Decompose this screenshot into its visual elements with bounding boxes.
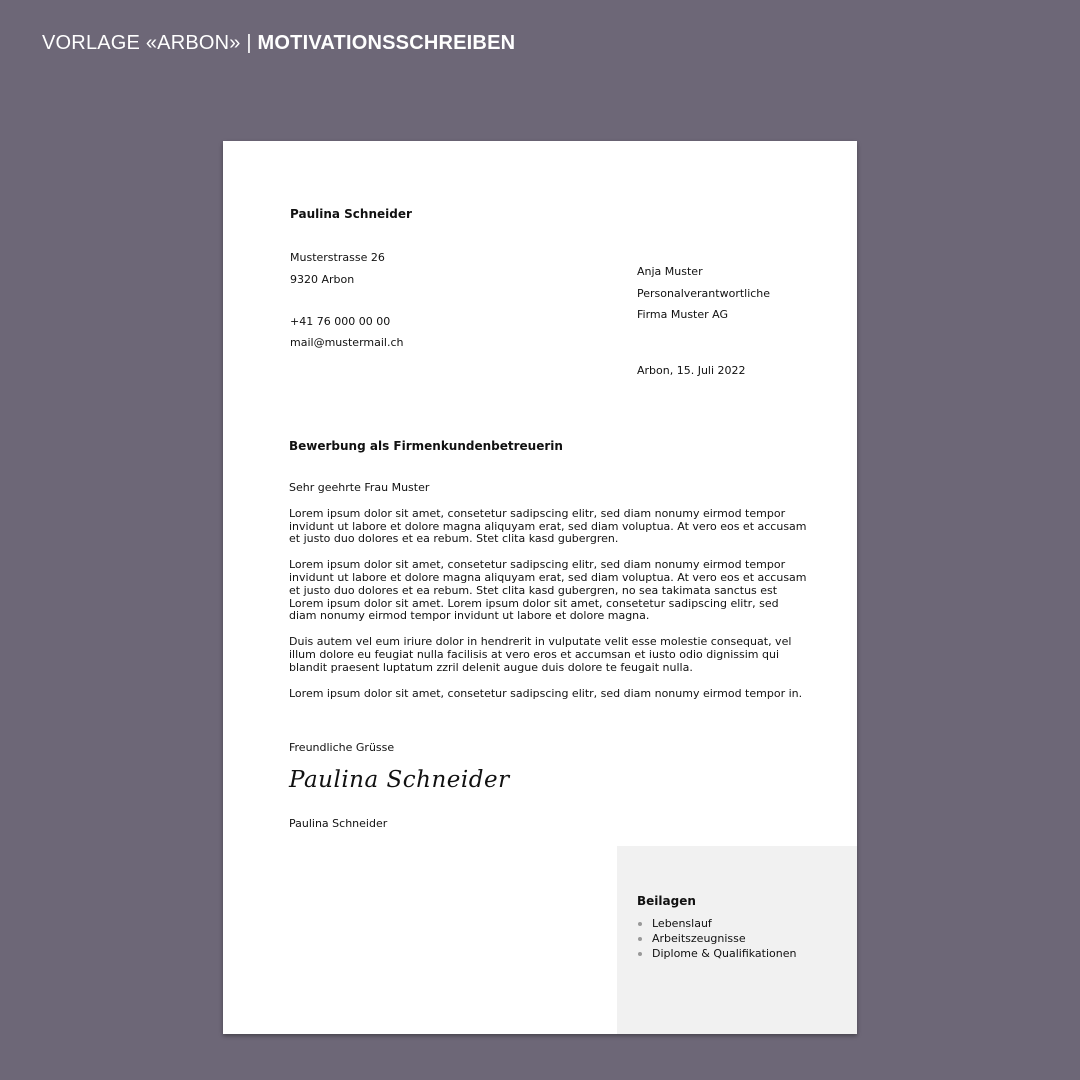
enclosure-item: Arbeitszeugnisse bbox=[637, 931, 797, 946]
letter-body bbox=[289, 482, 809, 713]
salutation: Sehr geehrte Frau Muster bbox=[289, 481, 430, 494]
sender-street: Musterstrasse 26 bbox=[290, 251, 385, 264]
banner-prefix: VORLAGE «ARBON» | bbox=[42, 32, 258, 54]
enclosures-box bbox=[617, 846, 857, 1034]
closing-phrase: Freundliche Grüsse bbox=[289, 741, 395, 754]
letter-date: Arbon, 15. Juli 2022 bbox=[637, 364, 746, 377]
signer-name: Paulina Schneider bbox=[289, 817, 388, 830]
sender-phone: +41 76 000 00 00 bbox=[290, 315, 391, 328]
body-paragraph-4: Lorem ipsum dolor sit amet, consetetur sadipscing elitr, sed diam nonumy eirmod tempor in. bbox=[289, 686, 803, 700]
body-paragraph-3: Duis autem vel eum iriure dolor in hendrerit in vulputate velit esse molestie consequat, vel illum dolore eu feugiat nulla facilisis at vero eros et accumsan et iusto odio dignissim qui blandit praesent luptatum zzril delenit augue duis dolore te feugait nulla. bbox=[289, 635, 792, 674]
enclosures-list bbox=[637, 916, 797, 961]
body-paragraph-2: Lorem ipsum dolor sit amet, consetetur sadipscing elitr, sed diam nonumy eirmod tempor invidunt ut labore et dolore magna aliquyam erat, sed diam voluptua. At vero eos et accusam et justo duo dolores et ea rebum. Stet clita kasd gubergren, no sea takimata sanctus est Lorem ipsum dolor sit amet. Lorem ipsum dolor sit amet, consetetur sadipscing elitr, sed diam nonumy eirmod tempor invidunt ut labore et dolore magna. bbox=[289, 558, 807, 623]
sender-city: 9320 Arbon bbox=[290, 273, 355, 286]
letter-page bbox=[223, 141, 857, 1034]
body-paragraph-1: Lorem ipsum dolor sit amet, consetetur sadipscing elitr, sed diam nonumy eirmod tempor invidunt ut labore et dolore magna aliquyam erat, sed diam voluptua. At vero eos et accusam et justo duo dolores et ea rebum. Stet clita kasd gubergren. bbox=[289, 506, 807, 546]
handwritten-signature: Paulina Schneider bbox=[289, 767, 510, 793]
letter-subject: Bewerbung als Firmenkundenbetreuerin bbox=[289, 439, 563, 453]
enclosures-title: Beilagen bbox=[637, 894, 696, 908]
recipient-name: Anja Muster bbox=[637, 265, 703, 278]
sender-email: mail@mustermail.ch bbox=[290, 336, 404, 349]
recipient-role: Personalverantwortliche bbox=[637, 287, 771, 300]
enclosure-item: Lebenslauf bbox=[637, 916, 797, 931]
sender-name: Paulina Schneider bbox=[290, 207, 412, 221]
banner-title: MOTIVATIONSSCHREIBEN bbox=[257, 32, 516, 54]
recipient-company: Firma Muster AG bbox=[637, 308, 729, 321]
template-banner bbox=[42, 32, 515, 55]
enclosure-item: Diplome & Qualifikationen bbox=[637, 946, 797, 961]
